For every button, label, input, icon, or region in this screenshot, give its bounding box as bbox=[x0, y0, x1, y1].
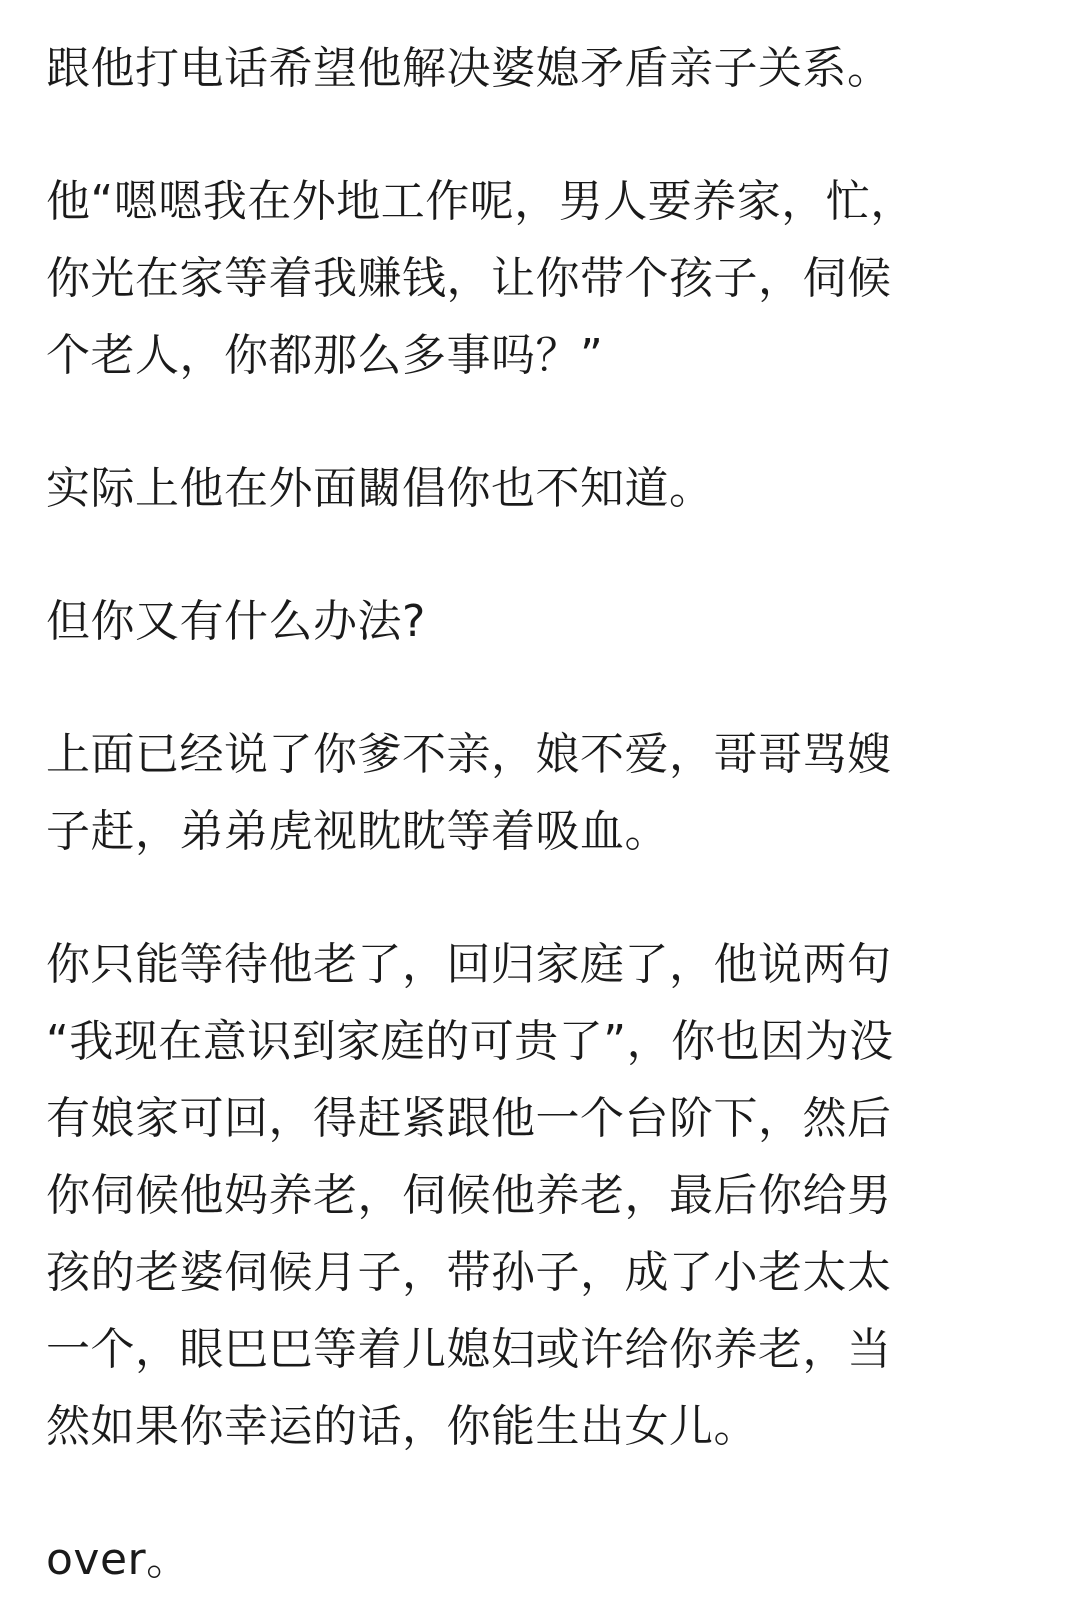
paragraph-line: 但你又有什么办法? bbox=[46, 596, 426, 647]
paragraph-line: 他“嗯嗯我在外地工作呢，男人要养家，忙， bbox=[46, 176, 915, 227]
paragraph-line: 个老人，你都那么多事吗？” bbox=[46, 330, 604, 381]
paragraph-line: 然如果你幸运的话，你能生出女儿。 bbox=[46, 1401, 758, 1452]
paragraph-line: 子赶，弟弟虎视眈眈等着吸血。 bbox=[46, 806, 669, 857]
paragraph-2 bbox=[46, 163, 1036, 394]
paragraph-4 bbox=[46, 583, 1036, 660]
paragraph-line: 孩的老婆伺候月子，带孙子，成了小老太太 bbox=[46, 1247, 892, 1298]
paragraph-3 bbox=[46, 450, 1036, 527]
paragraph-5 bbox=[46, 716, 1036, 870]
paragraph-line: 你只能等待他老了，回归家庭了，他说两句 bbox=[46, 939, 892, 990]
paragraph-line: over。 bbox=[46, 1534, 191, 1585]
paragraph-line: 实际上他在外面闞倡你也不知道。 bbox=[46, 463, 714, 514]
paragraph-line: “我现在意识到家庭的可贵了”，你也因为没 bbox=[46, 1016, 894, 1067]
paragraph-line: 你伺候他妈养老，伺候他养老，最后你给男 bbox=[46, 1170, 892, 1221]
paragraph-7 bbox=[46, 1521, 1036, 1598]
paragraph-1 bbox=[46, 30, 1036, 107]
paragraph-line: 一个，眼巴巴等着儿媳妇或许给你养老，当 bbox=[46, 1324, 892, 1375]
paragraph-line: 你光在家等着我赚钱，让你带个孩子，伺候 bbox=[46, 253, 892, 304]
paragraph-6 bbox=[46, 926, 1036, 1465]
article-body bbox=[46, 30, 1036, 1598]
paragraph-line: 有娘家可回，得赶紧跟他一个台阶下，然后 bbox=[46, 1093, 892, 1144]
paragraph-line: 上面已经说了你爹不亲，娘不爱，哥哥骂嫂 bbox=[46, 729, 892, 780]
paragraph-line: 跟他打电话希望他解决婆媳矛盾亲子关系。 bbox=[46, 43, 892, 94]
